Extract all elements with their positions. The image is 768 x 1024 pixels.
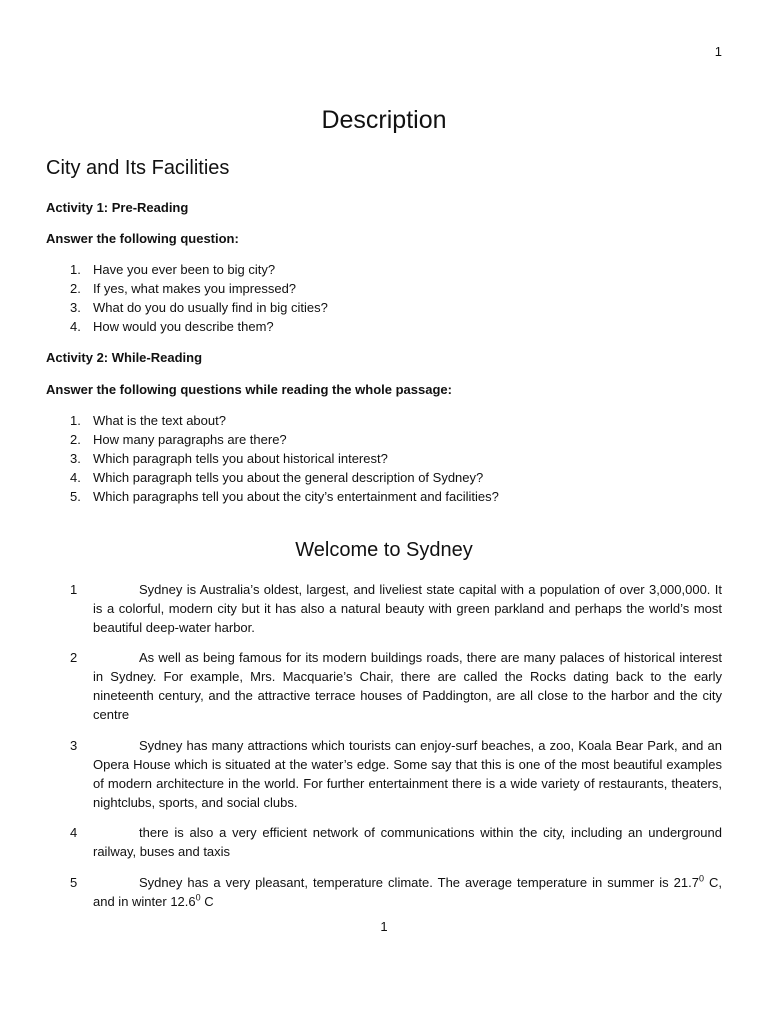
passage-paragraph (46, 580, 722, 637)
paragraph-number: 1 (70, 582, 78, 597)
activity2-instruction: Answer the following questions while reading the whole passage: (46, 382, 452, 397)
list-item-number: 2. (70, 281, 81, 296)
list-item-text: Which paragraph tells you about the general description of Sydney? (93, 470, 484, 485)
passage-paragraph (46, 736, 722, 812)
list-item-text: How would you describe them? (93, 319, 274, 334)
paragraph-text-part: C, and in winter 12.6 (93, 875, 722, 909)
section-heading: City and Its Facilities (46, 157, 230, 179)
list-item-number: 4. (70, 470, 81, 485)
paragraph-text: Sydney has many attractions which tourists can enjoy-surf beaches, a zoo, Koala Bear Park, and an Opera House which is situated at the water’s edge. Some say that this is one of the most beautiful examples of modern architecture in the world. For further entertainment there is a wide variety of restaurants, theaters, nightclubs, sports, and social clubs. (93, 738, 722, 810)
paragraph-text (93, 873, 722, 911)
passage-paragraph (46, 873, 722, 911)
list-item-text: Have you ever been to big city? (93, 262, 276, 277)
list-item-text: Which paragraph tells you about historical interest? (93, 451, 388, 466)
activity1-question-list (46, 260, 726, 336)
list-item-number: 2. (70, 432, 81, 447)
list-item-text: What is the text about? (93, 413, 226, 428)
list-item (46, 430, 726, 449)
list-item-text: If yes, what makes you impressed? (93, 281, 297, 296)
page-number-top: 1 (714, 44, 722, 59)
passage-title: Welcome to Sydney (295, 539, 473, 561)
list-item-number: 3. (70, 300, 81, 315)
activity2-label: Activity 2: While-Reading (46, 350, 203, 365)
paragraph-text-part: Sydney has a very pleasant, temperature climate. The average temperature in summer is 21.7 (139, 875, 699, 890)
list-item-number: 1. (70, 413, 81, 428)
list-item-number: 3. (70, 451, 81, 466)
activity2-question-list (46, 411, 726, 506)
degree-superscript: 0 (195, 892, 201, 903)
degree-superscript: 0 (698, 873, 704, 884)
list-item-number: 1. (70, 262, 81, 277)
paragraph-number: 2 (70, 650, 78, 665)
paragraph-text: Sydney is Australia’s oldest, largest, and liveliest state capital with a population of over 3,000,000. It is a colorful, modern city but it has also a natural beauty with green parkland and perhaps the world’s most beautiful deep-water harbor. (93, 582, 722, 635)
passage-paragraph (46, 648, 722, 724)
list-item (46, 298, 726, 317)
list-item (46, 487, 726, 506)
paragraph-text: As well as being famous for its modern buildings roads, there are many palaces of historical interest in Sydney. For example, Mrs. Macquarie’s Chair, there are called the Rocks dating back to the early nineteenth century, and the attractive terrace houses of Paddington, are all close to the harbor and the city centre (93, 650, 722, 722)
activity1-label: Activity 1: Pre-Reading (46, 200, 189, 215)
list-item (46, 317, 726, 336)
list-item (46, 279, 726, 298)
list-item (46, 411, 726, 430)
list-item-text: Which paragraphs tell you about the city’s entertainment and facilities? (93, 489, 499, 504)
paragraph-number: 4 (70, 825, 78, 840)
paragraph-text: there is also a very efficient network of communications within the city, including an underground railway, buses and taxis (93, 825, 722, 859)
page-number-bottom: 1 (380, 919, 388, 934)
paragraph-number: 3 (70, 738, 78, 753)
list-item-text: What do you do usually find in big cities? (93, 300, 328, 315)
list-item (46, 260, 726, 279)
list-item-text: How many paragraphs are there? (93, 432, 287, 447)
list-item-number: 5. (70, 489, 81, 504)
paragraph-number: 5 (70, 875, 78, 890)
activity1-instruction: Answer the following question: (46, 231, 239, 246)
paragraph-text-part: C (200, 894, 214, 909)
list-item-number: 4. (70, 319, 81, 334)
list-item (46, 468, 726, 487)
list-item (46, 449, 726, 468)
passage-paragraph (46, 823, 722, 861)
document-title: Description (321, 106, 447, 134)
